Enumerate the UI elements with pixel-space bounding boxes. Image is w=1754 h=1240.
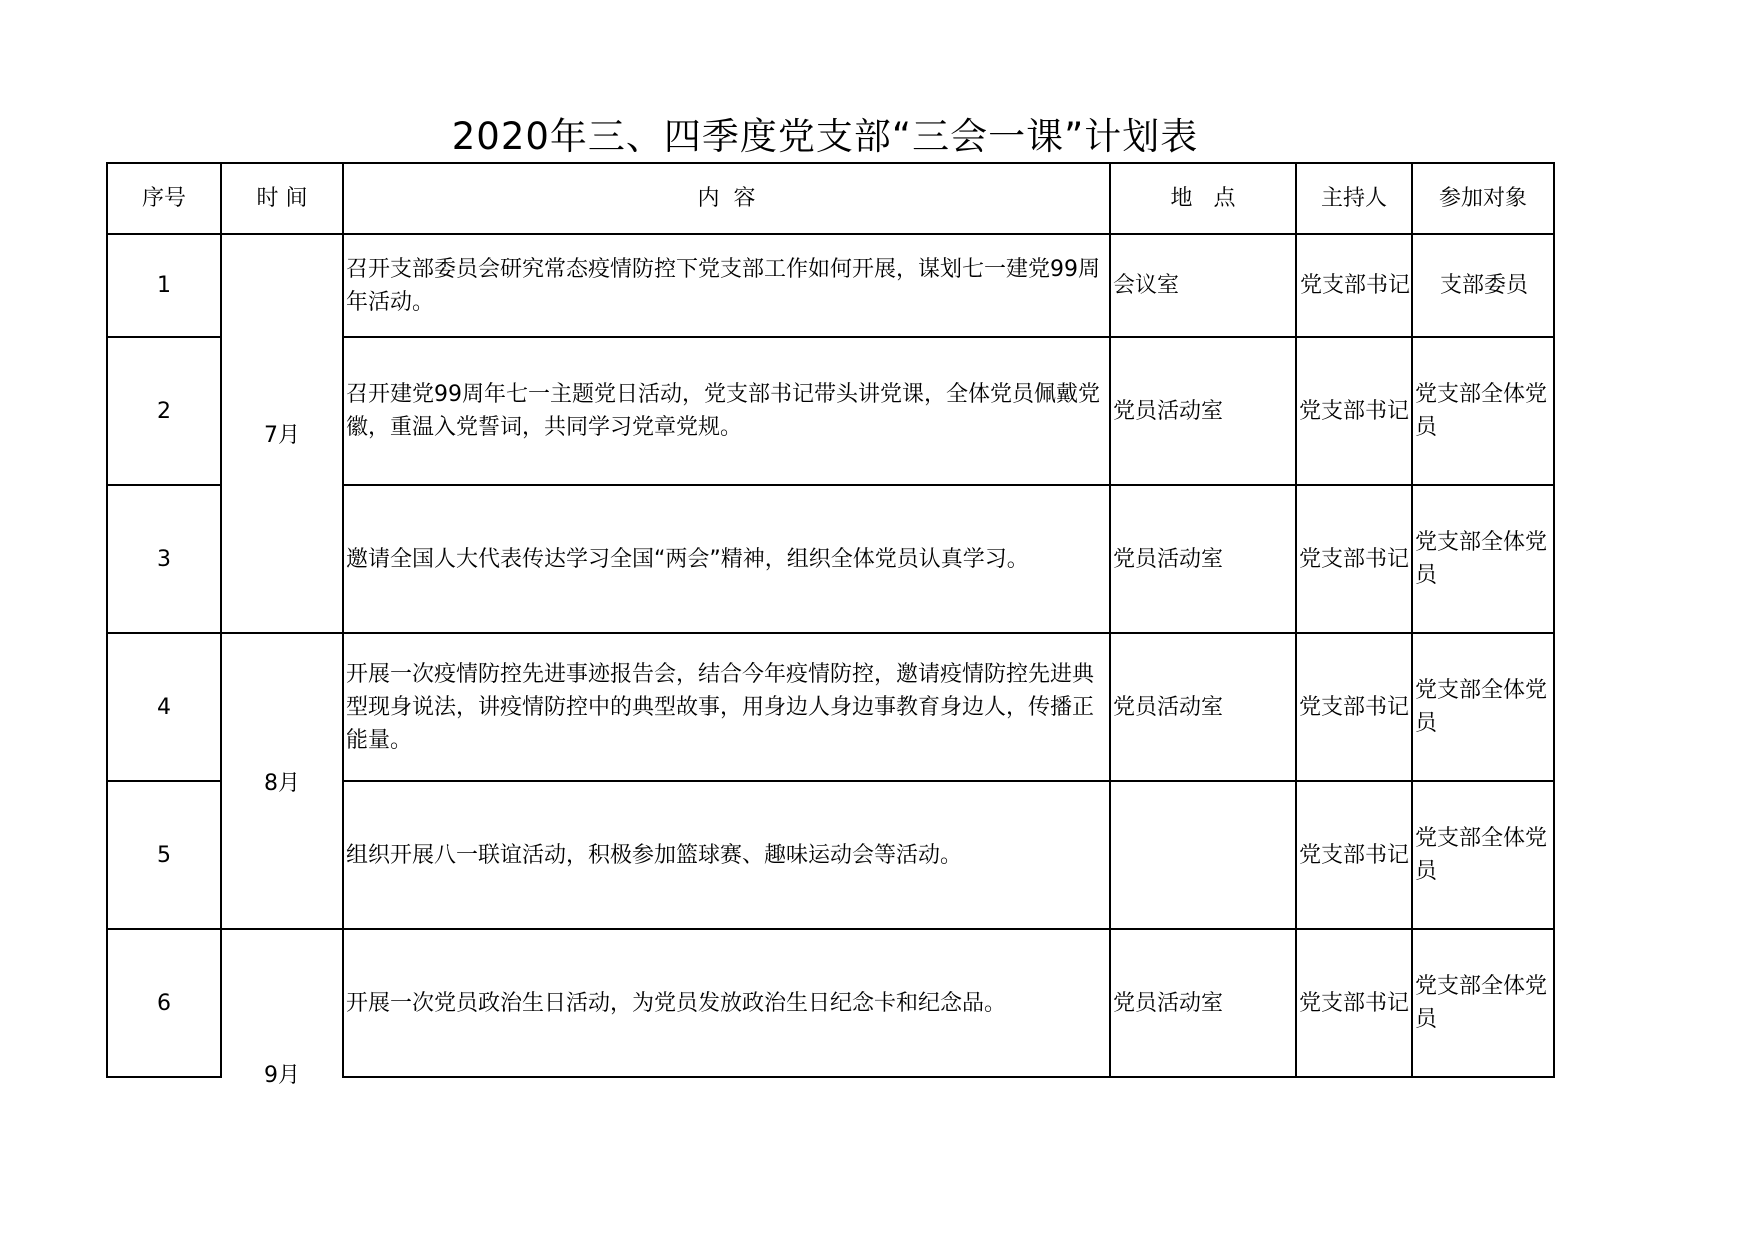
row-host: 党支部书记 — [1296, 234, 1412, 337]
row-participants: 党支部全体党员 — [1412, 485, 1554, 633]
header-no: 序号 — [107, 163, 221, 234]
row-content: 组织开展八一联谊活动，积极参加篮球赛、趣味运动会等活动。 — [343, 781, 1110, 929]
row-content: 召开支部委员会研究常态疫情防控下党支部工作如何开展，谋划七一建党99周年活动。 — [343, 234, 1110, 337]
row-content: 开展一次党员政治生日活动，为党员发放政治生日纪念卡和纪念品。 — [343, 929, 1110, 1077]
row-participants: 党支部全体党员 — [1412, 633, 1554, 781]
row-host: 党支部书记 — [1296, 485, 1412, 633]
row-participants: 党支部全体党员 — [1412, 929, 1554, 1077]
header-participants: 参加对象 — [1412, 163, 1554, 234]
table-row — [107, 234, 1554, 337]
row-participants: 党支部全体党员 — [1412, 781, 1554, 929]
row-number: 1 — [107, 234, 221, 337]
row-content: 邀请全国人大代表传达学习全国“两会”精神，组织全体党员认真学习。 — [343, 485, 1110, 633]
plan-table — [106, 162, 1555, 1088]
row-number: 5 — [107, 781, 221, 929]
row-host: 党支部书记 — [1296, 337, 1412, 485]
row-content: 开展一次疫情防控先进事迹报告会，结合今年疫情防控，邀请疫情防控先进典型现身说法，讲疫情防控中的典型故事，用身边人身边事教育身边人，传播正能量。 — [343, 633, 1110, 781]
header-content: 内 容 — [343, 163, 1110, 234]
row-location: 党员活动室 — [1110, 337, 1296, 485]
row-location: 党员活动室 — [1110, 929, 1296, 1077]
row-location — [1110, 781, 1296, 929]
row-location: 党员活动室 — [1110, 485, 1296, 633]
row-location: 会议室 — [1110, 234, 1296, 337]
row-number: 3 — [107, 485, 221, 633]
month-cell — [221, 929, 343, 1088]
row-participants: 党支部全体党员 — [1412, 337, 1554, 485]
row-participants: 支部委员 — [1412, 234, 1554, 337]
header-row — [107, 163, 1554, 234]
month-cell: 8月 — [221, 633, 343, 929]
header-location: 地 点 — [1110, 163, 1296, 234]
month-cut-text: 9月 — [264, 1063, 300, 1088]
row-content: 召开建党99周年七一主题党日活动，党支部书记带头讲党课，全体党员佩戴党徽，重温入党誓词，共同学习党章党规。 — [343, 337, 1110, 485]
row-number: 6 — [107, 929, 221, 1077]
page-title: 2020年三、四季度党支部“三会一课”计划表 — [451, 115, 1199, 158]
row-number: 2 — [107, 337, 221, 485]
month-cell: 7月 — [221, 234, 343, 633]
row-host: 党支部书记 — [1296, 929, 1412, 1077]
row-location: 党员活动室 — [1110, 633, 1296, 781]
header-time: 时 间 — [221, 163, 343, 234]
header-host: 主持人 — [1296, 163, 1412, 234]
table-row — [107, 633, 1554, 781]
table-row — [107, 929, 1554, 1077]
row-host: 党支部书记 — [1296, 781, 1412, 929]
row-number: 4 — [107, 633, 221, 781]
row-host: 党支部书记 — [1296, 633, 1412, 781]
